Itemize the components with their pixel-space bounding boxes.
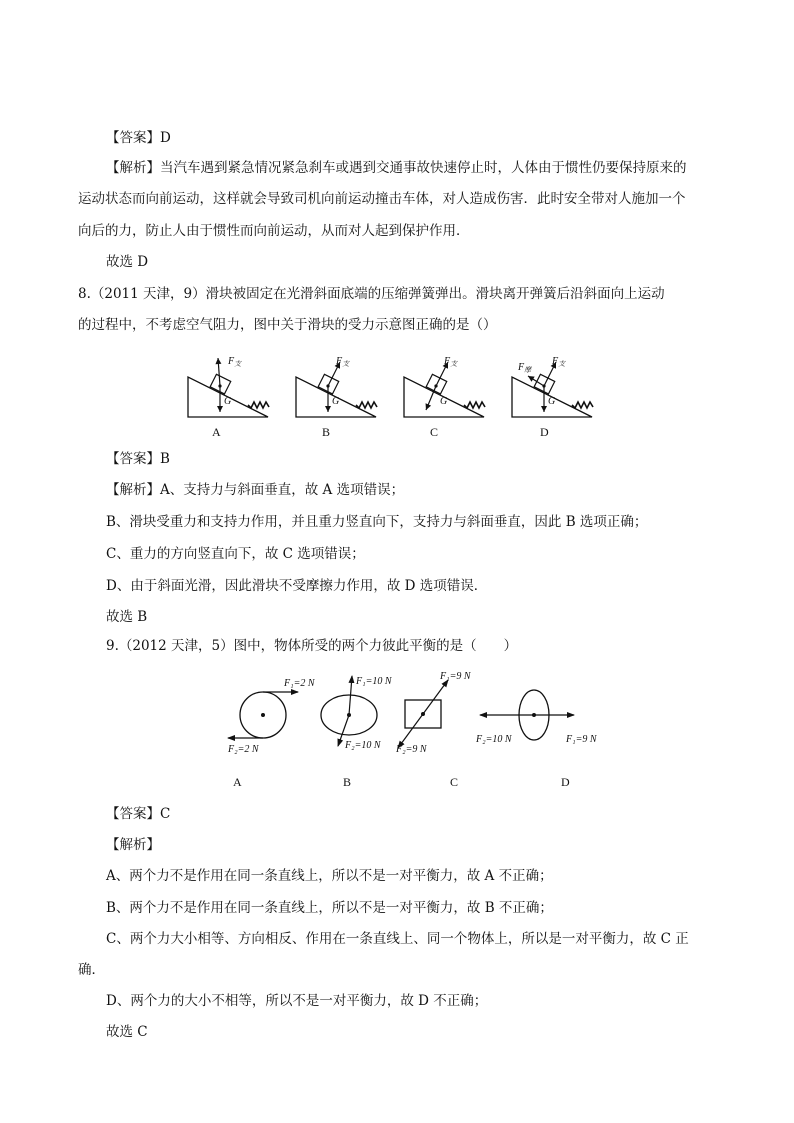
q7-analysis-line-1: 【解析】当汽车遇到紧急情况紧急刹车或遇到交通事故快速停止时，人体由于惯性仍要保持原来的 [106,160,687,176]
incline-panel-a [188,356,269,417]
support-label: $F_支$ [552,356,566,368]
q8-stem-line-2: 的过程中，不考虑空气阻力，图中关于滑块的受力示意图正确的是（） [78,317,497,333]
q8-option-c: C [430,425,439,439]
b-force-1: F₁=10 N [356,676,392,687]
q9-analysis-title: 【解析】 [106,837,160,853]
support-label: $F_支$ [228,356,242,368]
gravity-label: G [224,396,232,407]
q9-option-b: B [343,775,352,789]
friction-label: $F_摩$ [518,362,532,374]
q9-analysis-line-4: 确． [78,962,105,978]
diagram-b [321,676,393,751]
incline-panel-c [404,356,485,417]
a-force-1: F₁=2 N [284,678,315,689]
b-force-2: F₂=10 N [345,740,381,751]
q8-answer: 【答案】B [106,451,170,467]
gravity-label: G [548,396,556,407]
diagram-c [395,671,472,755]
spring [572,402,593,408]
c-force-2: F₂=9 N [396,744,427,755]
spring [464,402,485,408]
q7-analysis-line-2: 运动状态而向前运动，这样就会导致司机向前运动撞击车体，对人造成伤害．此时安全带对人施加一个 [78,191,686,207]
q8-option-d: D [540,425,549,439]
q8-option-a: A [212,425,221,439]
support-label: $F_支$ [444,356,458,368]
incline-panel-b [296,356,377,417]
q7-analysis-line-3: 向后的力，防止人由于惯性而向前运动，从而对人起到保护作用． [78,223,470,239]
q9-analysis-line-1: A、两个力不是作用在同一条直线上，所以不是一对平衡力，故 A 不正确； [106,868,553,884]
q9-option-a: A [233,775,242,789]
a-force-2: F₂=2 N [228,744,259,755]
incline-force-diagrams [180,355,620,445]
gravity-label: G [440,396,448,407]
spring [248,402,269,408]
q8-conclusion: 故选 B [106,609,148,625]
q9-analysis-line-5: D、两个力的大小不相等，所以不是一对平衡力，故 D 不正确； [106,993,488,1009]
q8-option-b: B [322,425,331,439]
q9-option-c: C [450,775,459,789]
c-force-1: F₁=9 N [440,671,471,682]
incline-panel-d [512,356,593,417]
gravity-label: G [332,396,340,407]
q8-stem-line-1: 8.（2011 天津，9）滑块被固定在光滑斜面底端的压缩弹簧弹出。滑块离开弹簧后沿斜面向上运动 [78,286,665,302]
q7-answer: 【答案】D [106,130,171,146]
q8-analysis-line-3: C、重力的方向竖直向下，故 C 选项错误； [106,546,365,562]
spring [356,402,377,408]
d-force-1: F₁=9 N [566,734,597,745]
diagram-a [227,678,316,755]
q9-conclusion: 故选 C [106,1024,148,1040]
q9-analysis-line-3: C、两个力大小相等、方向相反、作用在一条直线上、同一个物体上，所以是一对平衡力，故 C 正 [106,931,689,947]
q9-answer: 【答案】C [106,806,171,822]
balanced-forces-diagrams [220,668,600,763]
q7-conclusion: 故选 D [106,254,149,270]
d-force-2: F₂=10 N [476,734,512,745]
q9-option-d: D [561,775,570,789]
q9-analysis-line-2: B、两个力不是作用在同一条直线上，所以不是一对平衡力，故 B 不正确； [106,900,553,916]
diagram-d [475,690,598,745]
q8-analysis-line-1: 【解析】A、支持力与斜面垂直，故 A 选项错误； [106,482,405,498]
q9-stem: 9.（2012 天津，5）图中，物体所受的两个力彼此平衡的是（ ） [106,638,518,654]
q8-analysis-line-2: B、滑块受重力和支持力作用，并且重力竖直向下，支持力与斜面垂直，因此 B 选项正确； [106,514,648,530]
q8-analysis-line-4: D、由于斜面光滑，因此滑块不受摩擦力作用，故 D 选项错误． [106,578,488,594]
support-label: $F_支$ [336,356,350,368]
